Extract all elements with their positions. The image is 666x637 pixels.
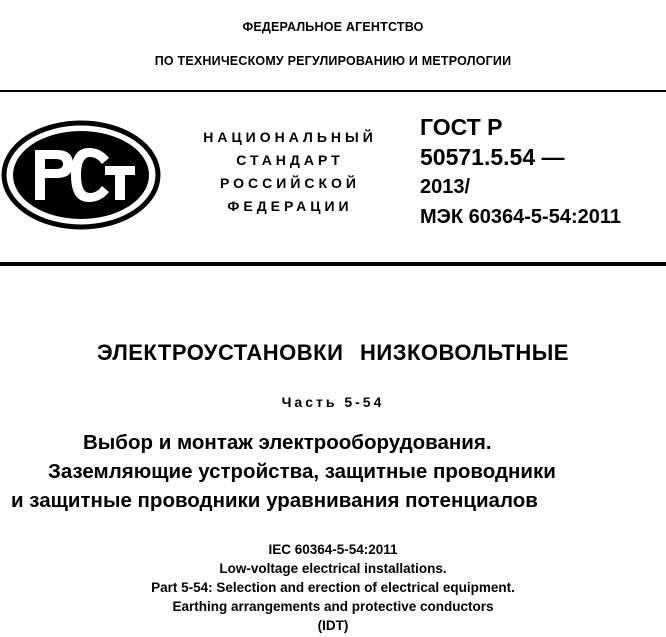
national-standard-line-3: РОССИЙСКОЙ xyxy=(220,175,360,191)
standard-header-band xyxy=(0,92,666,266)
part-number: Часть 5-54 xyxy=(281,394,385,410)
iec-reference xyxy=(0,540,666,635)
national-standard-label xyxy=(180,126,400,218)
iec-line-4: Earthing arrangements and protective conductors xyxy=(172,599,494,614)
iec-line-2: Low-voltage electrical installations. xyxy=(219,561,447,576)
national-standard-line-2: СТАНДАРТ xyxy=(236,152,344,168)
iec-line-3: Part 5-54: Selection and erection of electrical equipment. xyxy=(151,580,515,595)
agency-header xyxy=(0,0,666,92)
designation-line-4: МЭК 60364-5-54:2011 xyxy=(420,206,622,228)
rst-mark-icon xyxy=(1,120,161,230)
subtitle-line-3: и защитные проводники уравнивания потенциалов xyxy=(11,489,538,512)
designation-line-3: 2013/ xyxy=(420,176,471,198)
national-standard-line-4: ФЕДЕРАЦИИ xyxy=(227,198,353,214)
designation-line-2: 50571.5.54 — xyxy=(420,144,565,170)
standard-designation xyxy=(420,112,666,232)
national-standard-line-1: НАЦИОНАЛЬНЫЙ xyxy=(203,129,377,145)
designation-line-1: ГОСТ Р xyxy=(420,114,503,140)
subtitle-line-2: Заземляющие устройства, защитные проводники xyxy=(48,460,556,483)
document-subtitle xyxy=(0,428,666,515)
iec-line-1: IEC 60364-5-54:2011 xyxy=(268,542,398,557)
document-title: ЭЛЕКТРОУСТАНОВКИ НИЗКОВОЛЬТНЫЕ xyxy=(97,340,569,365)
iec-line-5: (IDT) xyxy=(317,618,349,633)
subtitle-line-1: Выбор и монтаж электрооборудования. xyxy=(83,431,492,454)
agency-name-line-2: ПО ТЕХНИЧЕСКОМУ РЕГУЛИРОВАНИЮ И МЕТРОЛОГИИ xyxy=(154,54,512,68)
agency-name-line-1: ФЕДЕРАЛЬНОЕ АГЕНТСТВО xyxy=(242,20,424,34)
